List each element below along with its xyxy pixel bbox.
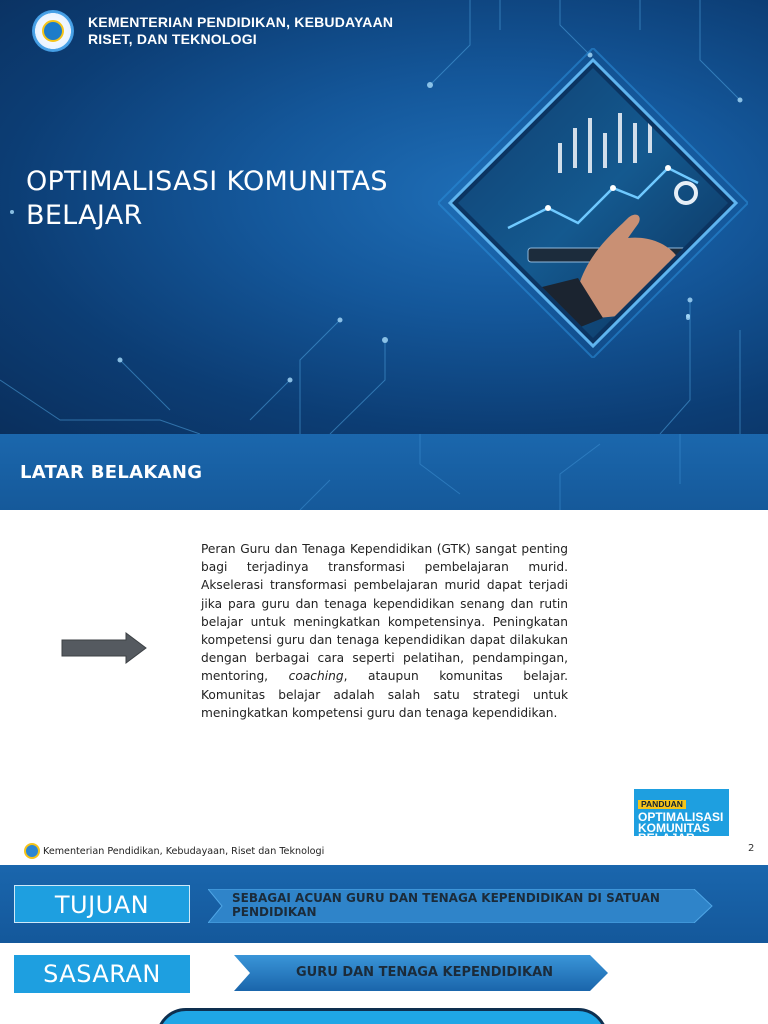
cover-slide (0, 0, 768, 434)
cover-title (26, 165, 446, 233)
section-title: LATAR BELAKANG (20, 462, 203, 483)
ministry-line-2: RISET, DAN TEKNOLOGI (88, 31, 257, 47)
latar-belakang-slide (0, 434, 768, 864)
tut-wuri-handayani-logo (32, 10, 74, 52)
cover-title-line-1: OPTIMALISASI KOMUNITAS (26, 166, 388, 197)
badge-line-1: OPTIMALISASI (638, 810, 724, 824)
ministry-header (32, 10, 393, 52)
cover-title-line-2: BELAJAR (26, 200, 143, 231)
paragraph-part-2: , ataupun komunitas belajar. Komunitas belajar adalah salah satu strategi untuk meningkatkan kompetensi guru dan tenaga kependidikan. (201, 669, 568, 720)
ministry-name (88, 14, 393, 48)
paragraph-italic: coaching (288, 669, 344, 684)
sasaran-text: GURU DAN TENAGA KEPENDIDIKAN (296, 965, 554, 980)
sasaran-label: SASARAN (14, 955, 190, 993)
footer-text: Kementerian Pendidikan, Kebudayaan, Riset dan Teknologi (43, 845, 325, 857)
badge-title (638, 812, 725, 844)
badge-label: PANDUAN (638, 800, 686, 809)
paragraph-part-1: Peran Guru dan Tenaga Kependidikan (GTK) sangat penting bagi terjadinya transformasi pembelajaran murid. Akselerasi transformasi pembelajaran murid dapat terjadi jika para guru dan tenaga kependidikan senang dan rutin belajar untuk meningkatkan kompetensinya. Peningkatan kompetensi guru dan tenaga kependidikan dapat dilakukan dengan berbagai cara seperti pelatihan, pendampingan, mentoring, (201, 542, 568, 684)
ministry-line-1: KEMENTERIAN PENDIDIKAN, KEBUDAYAAN (88, 14, 394, 30)
badge-line-2: KOMUNITAS (638, 820, 710, 835)
panduan-badge (634, 789, 729, 846)
background-paragraph (201, 540, 568, 722)
slide-header (0, 434, 768, 510)
hand-touching-chart-tablet (438, 48, 748, 358)
tujuan-sasaran-slide (0, 865, 768, 1024)
tujuan-text: SEBAGAI ACUAN GURU DAN TENAGA KEPENDIDIKAN DI SATUAN PENDIDIKAN (232, 891, 660, 919)
tujuan-label: TUJUAN (14, 885, 190, 923)
badge-line-3: BELAJAR (638, 831, 695, 846)
ministry-logo-icon (24, 843, 40, 859)
arrow-right-icon (60, 632, 150, 664)
content-pill (156, 1008, 608, 1024)
slide-footer (24, 843, 324, 859)
page-number: 2 (748, 843, 755, 854)
